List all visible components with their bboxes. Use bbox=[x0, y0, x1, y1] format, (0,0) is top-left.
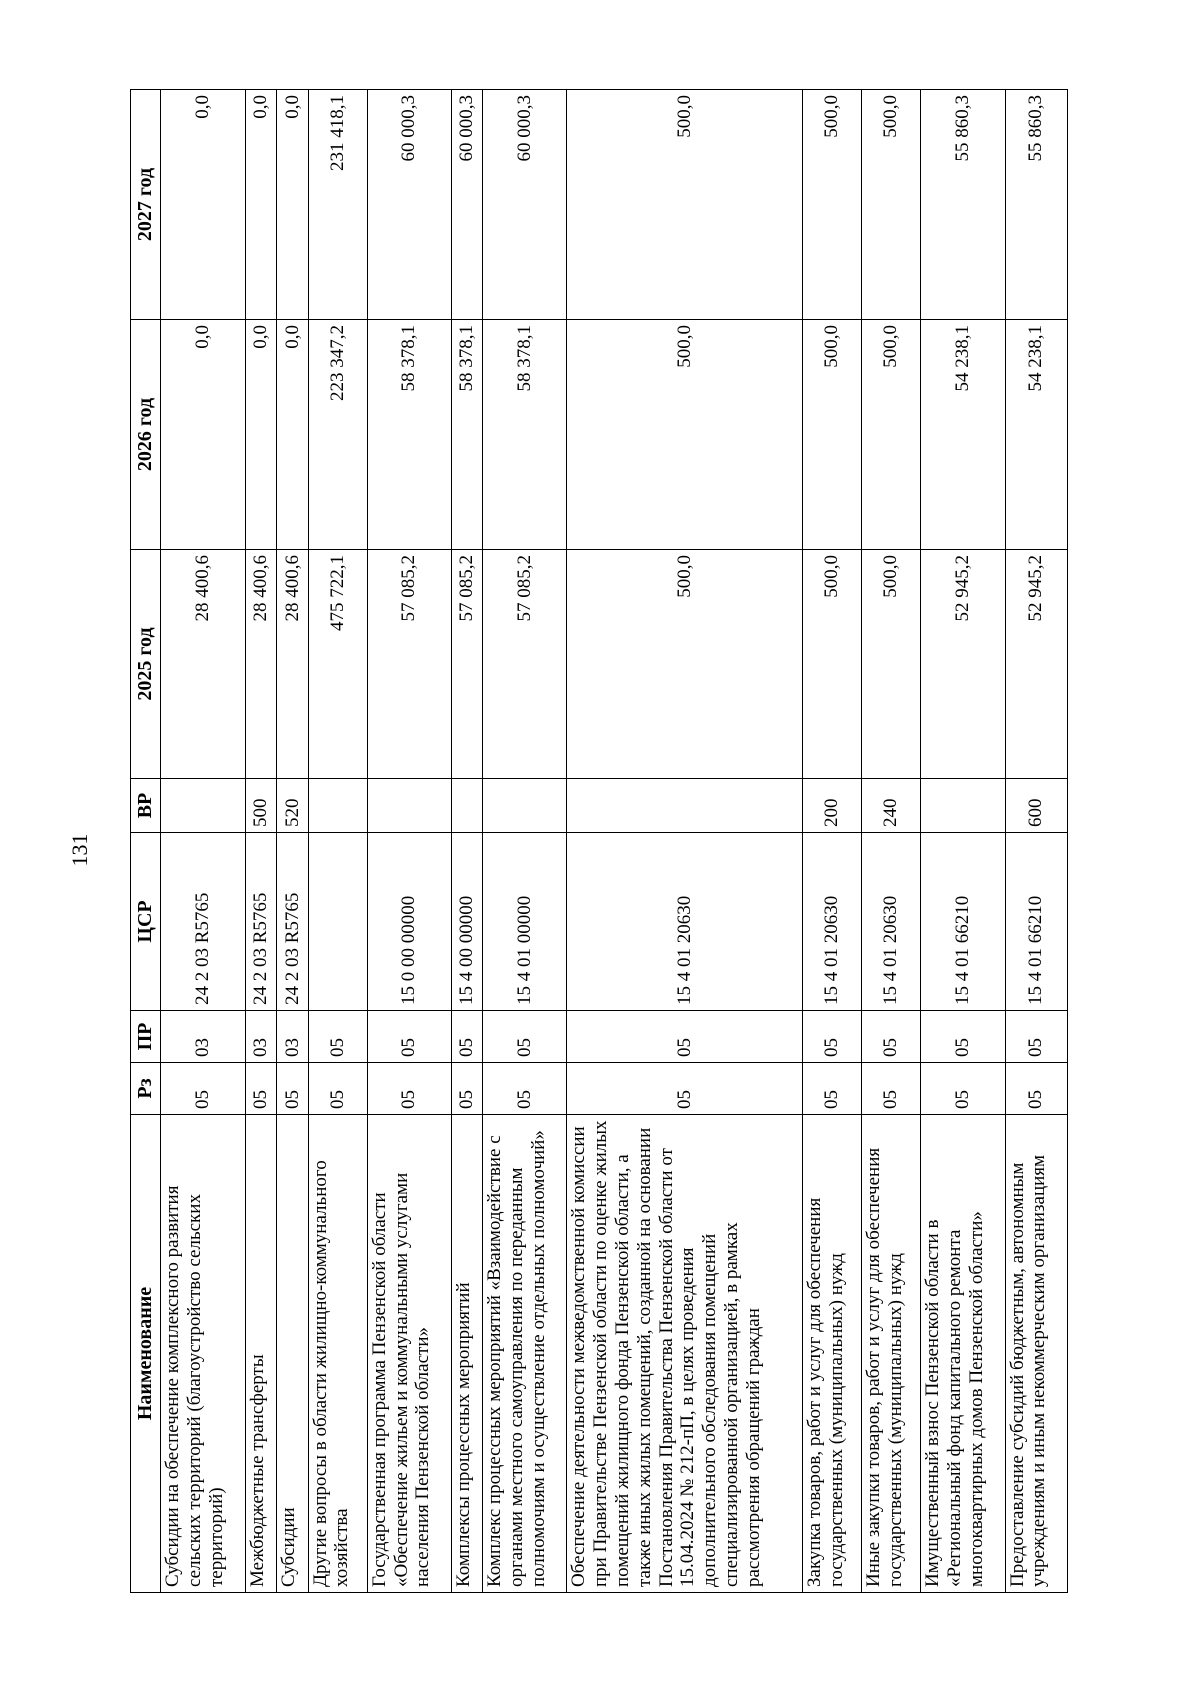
cell-rz: 05 bbox=[862, 1063, 921, 1115]
cell-2025: 28 400,6 bbox=[277, 550, 308, 779]
cell-2026: 54 238,1 bbox=[1005, 320, 1067, 550]
cell-rz: 05 bbox=[921, 1063, 1005, 1115]
cell-rz: 05 bbox=[483, 1063, 567, 1115]
cell-name: Закупка товаров, работ и услуг для обеспечения государственных (муниципальных) нужд bbox=[802, 1115, 861, 1593]
table-row bbox=[308, 90, 367, 1593]
cell-csr: 15 4 00 00000 bbox=[451, 833, 482, 1011]
cell-2025: 28 400,6 bbox=[246, 550, 277, 779]
header-vr: ВР bbox=[131, 779, 161, 833]
cell-2027: 55 860,3 bbox=[921, 90, 1005, 320]
cell-2025: 52 945,2 bbox=[921, 550, 1005, 779]
table-row bbox=[483, 90, 567, 1593]
table-row bbox=[802, 90, 861, 1593]
cell-name: Государственная программа Пензенской области «Обеспечение жильем и коммунальными услугами населения Пензенской области» bbox=[367, 1115, 451, 1593]
cell-csr: 15 4 01 66210 bbox=[1005, 833, 1067, 1011]
header-rz: Рз bbox=[131, 1063, 161, 1115]
cell-pr: 05 bbox=[308, 1011, 367, 1063]
table-row bbox=[862, 90, 921, 1593]
header-pr: ПР bbox=[131, 1011, 161, 1063]
cell-pr: 05 bbox=[862, 1011, 921, 1063]
cell-2025: 500,0 bbox=[567, 550, 803, 779]
cell-2025: 57 085,2 bbox=[367, 550, 451, 779]
cell-name: Другие вопросы в области жилищно-коммунального хозяйства bbox=[308, 1115, 367, 1593]
cell-pr: 05 bbox=[567, 1011, 803, 1063]
table-row bbox=[246, 90, 277, 1593]
cell-pr: 03 bbox=[246, 1011, 277, 1063]
cell-csr: 15 4 01 66210 bbox=[921, 833, 1005, 1011]
cell-2026: 58 378,1 bbox=[367, 320, 451, 550]
cell-vr: 500 bbox=[246, 779, 277, 833]
cell-2026: 500,0 bbox=[802, 320, 861, 550]
cell-2026: 223 347,2 bbox=[308, 320, 367, 550]
cell-vr bbox=[308, 779, 367, 833]
cell-csr: 24 2 03 R5765 bbox=[246, 833, 277, 1011]
cell-2026: 500,0 bbox=[862, 320, 921, 550]
cell-2026: 58 378,1 bbox=[451, 320, 482, 550]
table-row bbox=[451, 90, 482, 1593]
cell-2027: 55 860,3 bbox=[1005, 90, 1067, 320]
cell-2026: 0,0 bbox=[277, 320, 308, 550]
cell-pr: 05 bbox=[802, 1011, 861, 1063]
cell-vr: 520 bbox=[277, 779, 308, 833]
cell-2025: 52 945,2 bbox=[1005, 550, 1067, 779]
cell-2027: 500,0 bbox=[567, 90, 803, 320]
cell-pr: 03 bbox=[277, 1011, 308, 1063]
cell-vr bbox=[921, 779, 1005, 833]
cell-pr: 05 bbox=[451, 1011, 482, 1063]
table-row bbox=[1005, 90, 1067, 1593]
cell-name: Комплекс процессных мероприятий «Взаимодействие с органами местного самоуправления по переданным полномочиям и осуществление отдельных полномочий» bbox=[483, 1115, 567, 1593]
cell-vr bbox=[451, 779, 482, 833]
cell-rz: 05 bbox=[367, 1063, 451, 1115]
cell-2027: 0,0 bbox=[277, 90, 308, 320]
cell-vr bbox=[161, 779, 246, 833]
table-row bbox=[161, 90, 246, 1593]
cell-2026: 58 378,1 bbox=[483, 320, 567, 550]
budget-table bbox=[130, 89, 1068, 1593]
cell-2027: 60 000,3 bbox=[483, 90, 567, 320]
cell-2025: 57 085,2 bbox=[451, 550, 482, 779]
table-header-row bbox=[131, 90, 161, 1593]
cell-pr: 03 bbox=[161, 1011, 246, 1063]
header-2026: 2026 год bbox=[131, 320, 161, 550]
cell-name: Субсидии на обеспечение комплексного развития сельских территорий (благоустройство сельских территорий) bbox=[161, 1115, 246, 1593]
cell-2026: 500,0 bbox=[567, 320, 803, 550]
cell-rz: 05 bbox=[277, 1063, 308, 1115]
cell-rz: 05 bbox=[451, 1063, 482, 1115]
table-row bbox=[277, 90, 308, 1593]
cell-2027: 231 418,1 bbox=[308, 90, 367, 320]
header-2025: 2025 год bbox=[131, 550, 161, 779]
table-row bbox=[567, 90, 803, 1593]
cell-vr bbox=[367, 779, 451, 833]
header-name: Наименование bbox=[131, 1115, 161, 1593]
cell-2025: 28 400,6 bbox=[161, 550, 246, 779]
cell-name: Иные закупки товаров, работ и услуг для обеспечения государственных (муниципальных) нужд bbox=[862, 1115, 921, 1593]
cell-name: Межбюджетные трансферты bbox=[246, 1115, 277, 1593]
cell-csr: 15 4 01 00000 bbox=[483, 833, 567, 1011]
cell-csr: 15 4 01 20630 bbox=[802, 833, 861, 1011]
cell-rz: 05 bbox=[802, 1063, 861, 1115]
cell-2027: 60 000,3 bbox=[367, 90, 451, 320]
cell-csr: 24 2 03 R5765 bbox=[277, 833, 308, 1011]
cell-2027: 500,0 bbox=[862, 90, 921, 320]
table-row bbox=[367, 90, 451, 1593]
cell-csr bbox=[308, 833, 367, 1011]
cell-vr: 600 bbox=[1005, 779, 1067, 833]
cell-2027: 60 000,3 bbox=[451, 90, 482, 320]
cell-pr: 05 bbox=[483, 1011, 567, 1063]
cell-rz: 05 bbox=[1005, 1063, 1067, 1115]
cell-csr: 15 4 01 20630 bbox=[862, 833, 921, 1011]
cell-pr: 05 bbox=[921, 1011, 1005, 1063]
cell-2025: 57 085,2 bbox=[483, 550, 567, 779]
cell-2025: 500,0 bbox=[802, 550, 861, 779]
cell-csr: 15 4 01 20630 bbox=[567, 833, 803, 1011]
cell-2025: 475 722,1 bbox=[308, 550, 367, 779]
cell-2026: 0,0 bbox=[161, 320, 246, 550]
cell-2027: 0,0 bbox=[161, 90, 246, 320]
cell-vr: 240 bbox=[862, 779, 921, 833]
cell-rz: 05 bbox=[246, 1063, 277, 1115]
cell-pr: 05 bbox=[367, 1011, 451, 1063]
cell-csr: 24 2 03 R5765 bbox=[161, 833, 246, 1011]
cell-2026: 54 238,1 bbox=[921, 320, 1005, 550]
header-csr: ЦСР bbox=[131, 833, 161, 1011]
cell-name: Обеспечение деятельности межведомственной комиссии при Правительстве Пензенской области по оценке жилых помещений жилищного фонда Пензенской области, а также иных жилых помещений, созданной на основании Постановления Правительства Пензенской области от 15.04.2024 № 212-пП, в целях проведения дополнительного обследования помещений специализированной организацией, в рамках рассмотрения обращений граждан bbox=[567, 1115, 803, 1593]
header-2027: 2027 год bbox=[131, 90, 161, 320]
cell-rz: 05 bbox=[161, 1063, 246, 1115]
cell-pr: 05 bbox=[1005, 1011, 1067, 1063]
cell-csr: 15 0 00 00000 bbox=[367, 833, 451, 1011]
cell-2025: 500,0 bbox=[862, 550, 921, 779]
cell-name: Предоставление субсидий бюджетным, автономным учреждениям и иным некоммерческим организациям bbox=[1005, 1115, 1067, 1593]
cell-rz: 05 bbox=[308, 1063, 367, 1115]
cell-rz: 05 bbox=[567, 1063, 803, 1115]
cell-name: Имущественный взнос Пензенской области в «Региональный фонд капитального ремонта многоквартирных домов Пензенской области» bbox=[921, 1115, 1005, 1593]
cell-name: Субсидии bbox=[277, 1115, 308, 1593]
page-number: 131 bbox=[67, 833, 92, 867]
cell-vr: 200 bbox=[802, 779, 861, 833]
cell-2027: 500,0 bbox=[802, 90, 861, 320]
cell-2026: 0,0 bbox=[246, 320, 277, 550]
cell-2027: 0,0 bbox=[246, 90, 277, 320]
cell-vr bbox=[567, 779, 803, 833]
table-row bbox=[921, 90, 1005, 1593]
cell-name: Комплексы процессных мероприятий bbox=[451, 1115, 482, 1593]
cell-vr bbox=[483, 779, 567, 833]
rotated-table-container bbox=[130, 90, 1068, 1593]
